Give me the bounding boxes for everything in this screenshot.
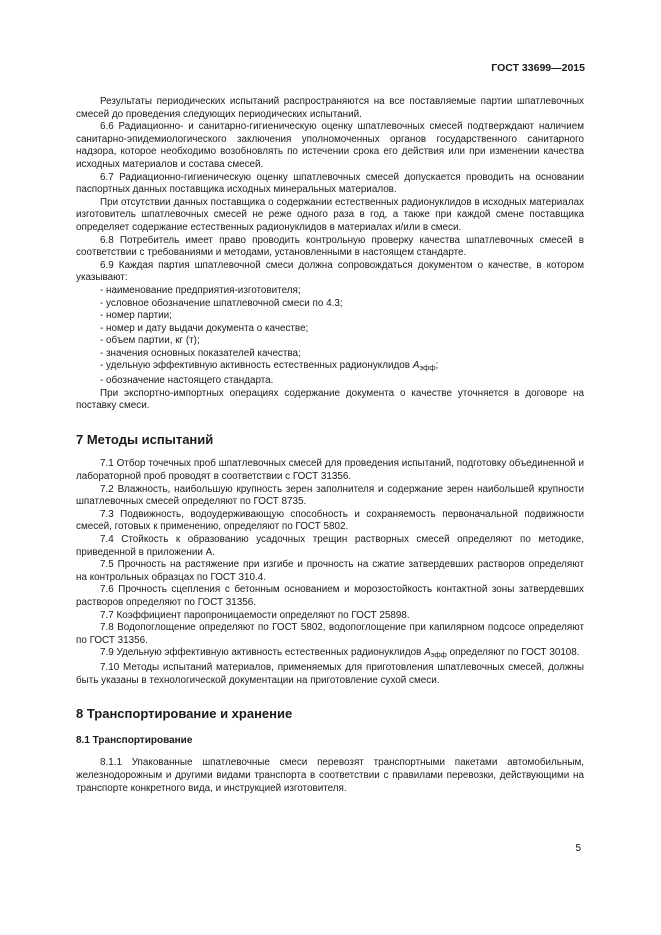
quality-document-list	[76, 285, 584, 388]
activity-symbol: A	[412, 360, 420, 372]
list-activity-suffix: ;	[435, 360, 439, 372]
paragraph-7-6: 7.6 Прочность сцепления с бетонным основанием и морозостойкость контактной зоны затвердевших растворов определяют по ГОСТ 31356.	[76, 584, 584, 608]
paragraph-7-1: 7.1 Отбор точечных проб шпатлевочных смесей для проведения испытаний, подготовку объединенной и лабораторной проб проводят в соответствии с ГОСТ 31356.	[76, 458, 584, 483]
list-item: - номер и дату выдачи документа о качестве;	[100, 322, 309, 334]
list-item-activity	[76, 360, 584, 375]
paragraph-6-8: 6.8 Потребитель имеет право проводить контрольную проверку качества шпатлевочных смесей в соответствии с требованиями и методами, установленными в настоящем стандарте.	[76, 234, 584, 259]
section-8-heading: 8 Транспортирование и хранение	[76, 706, 293, 722]
page-number: 5	[575, 843, 581, 854]
document-body	[76, 96, 584, 795]
paragraph-export: При экспортно-импортных операциях содержание документа о качестве уточняется в договоре на поставку смеси.	[76, 387, 584, 412]
paragraph-7-3: 7.3 Подвижность, водоудерживающую способность и сохраняемость первоначальной подвижности смесей, готовых к применению, определяют по ГОСТ 5802.	[76, 508, 584, 533]
paragraph-7-2: 7.2 Влажность, наибольшую крупность зерен заполнителя и содержание зерен наибольшей крупности шпатлевочных смесей определяют по ГОСТ 8735.	[76, 483, 584, 508]
paragraph-6-7: 6.7 Радиационно-гигиеническую оценку шпатлевочных смесей допускается проводить на основании паспортных данных поставщика исходных минеральных материалов.	[76, 171, 584, 196]
list-item: - обозначение настоящего стандарта.	[100, 375, 274, 387]
section-8-1-heading: 8.1 Транспортирование	[76, 734, 193, 746]
paragraph-absence: При отсутствии данных поставщика о содержании естественных радионуклидов в исходных материалах изготовитель шпатлевочных смесей не реже одного раза в год, а также при каждой смене поставщика определяет содержание естественных радионуклидов в материалах и/или в смеси.	[76, 196, 584, 233]
paragraph-8-1-1: 8.1.1 Упакованные шпатлевочные смеси перевозят транспортными пакетами автомобильным, железнодорожным и другими видами транспорта в соответствии с правилами перевозки, действующими на транспорте конкретного вида, и инструкцией изготовителя.	[76, 757, 584, 794]
activity-subscript: эфф	[430, 650, 447, 660]
list-item: - значения основных показателей качества;	[100, 347, 301, 359]
list-item: - номер партии;	[100, 310, 172, 322]
paragraph-7-9	[76, 647, 584, 662]
paragraph-7-10: 7.10 Методы испытаний материалов, применяемых для приготовления шпатлевочных смесей, должны быть указаны в технологической документации на приготовление сухой смеси.	[76, 661, 584, 686]
list-item: - наименование предприятия-изготовителя;	[100, 284, 301, 296]
list-item: - объем партии, кг (т);	[100, 335, 200, 347]
paragraph-7-4: 7.4 Стойкость к образованию усадочных трещин растворных смесей определяют по методике, приведенной в приложении А.	[76, 534, 584, 558]
paragraph-7-5: 7.5 Прочность на растяжение при изгибе и прочность на сжатие затвердевших растворов определяют на контрольных образцах по ГОСТ 310.4.	[76, 559, 584, 583]
document-id-header: ГОСТ 33699—2015	[491, 62, 585, 74]
list-item: - условное обозначение шпатлевочной смеси по 4.3;	[100, 297, 343, 309]
list-activity-text: - удельную эффективную активность естественных радионуклидов	[100, 360, 413, 372]
paragraph-6-6: 6.6 Радиационно- и санитарно-гигиеническую оценку шпатлевочных смесей подтверждают наличием санитарно-эпидемиологического заключения уполномоченных органов государственного санитарного надзора, которое необходимо возобновлять по истечении срока его действия или при изменении качества исходных материалов и состава смесей.	[76, 121, 584, 170]
paragraph-7-8: 7.8 Водопоглощение определяют по ГОСТ 5802, водопоглощение при капилярном подсосе определяют по ГОСТ 31356.	[76, 622, 584, 646]
paragraph-6-9: 6.9 Каждая партия шпатлевочной смеси должна сопровождаться документом о качестве, в котором указывают:	[76, 259, 584, 284]
paragraph-results: Результаты периодических испытаний распространяются на все поставляемые партии шпатлевочных смесей до проведения следующих периодических испытаний.	[76, 96, 584, 120]
paragraph-7-9-text: 7.9 Удельную эффективную активность естественных радионуклидов	[100, 647, 425, 659]
activity-subscript: эфф	[419, 363, 436, 373]
activity-symbol: A	[424, 647, 431, 659]
paragraph-7-9-suffix: определяют по ГОСТ 30108.	[446, 647, 580, 659]
section-7-heading: 7 Методы испытаний	[76, 431, 214, 447]
paragraph-7-7: 7.7 Коэффициент паропроницаемости определяют по ГОСТ 25898.	[100, 609, 410, 621]
